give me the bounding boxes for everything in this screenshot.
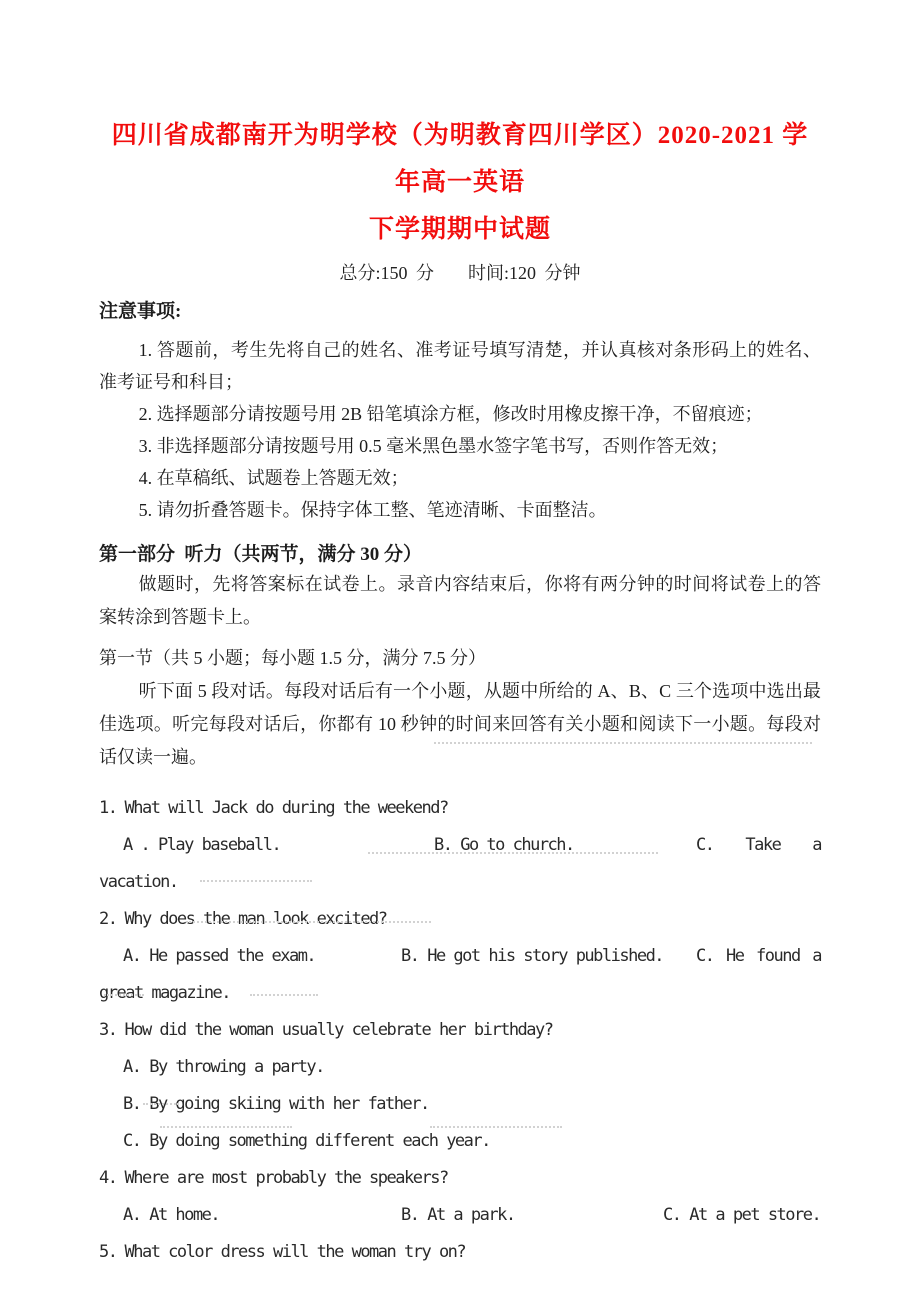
question-2-text: 2. Why does the man look excited? [99, 909, 387, 929]
question-3-text: 3. How did the woman usually celebrate her birthday? [99, 1020, 553, 1040]
question-3-option-b: B. By going skiing with her father. [123, 1094, 429, 1114]
question-3-option-c: C. By doing something different each year. [123, 1131, 490, 1151]
question-1 [99, 790, 821, 901]
section1-heading: 第一节（共 5 小题；每小题 1.5 分，满分 7.5 分） [99, 648, 486, 668]
question-4 [99, 1160, 821, 1234]
question-3 [99, 1012, 821, 1160]
part1-heading: 第一部分 听力（共两节，满分 30 分） [99, 544, 423, 565]
question-2-options [99, 938, 821, 975]
exam-title-line1: 四川省成都南开为明学校（为明教育四川学区）2020-2021 学年高一英语 [111, 122, 809, 196]
note-item-5: 5. 请勿折叠答题卡。保持字体工整、笔迹清晰、卡面整洁。 [138, 500, 607, 520]
question-4-option-c: C. At a pet store. [663, 1205, 821, 1225]
question-4-options [99, 1197, 821, 1234]
question-4-number: 4. [99, 1168, 117, 1188]
listening-questions [99, 790, 821, 1271]
question-2-option-a: A. He passed the exam. [123, 946, 316, 966]
question-2-number: 2. [99, 909, 117, 929]
note-item-2: 2. 选择题部分请按题号用 2B 铅笔填涂方框，修改时用橡皮擦干净，不留痕迹； [138, 404, 763, 424]
note-item-3: 3. 非选择题部分请按题号用 0.5 毫米黑色墨水签字笔书写，否则作答无效； [138, 436, 729, 456]
question-2-option-b: B. He got his story published. [401, 946, 664, 966]
question-4-option-a: A. At home. [123, 1205, 220, 1225]
question-5-number: 5. [99, 1242, 117, 1262]
question-1-option-c-overflow: vacation. [99, 872, 178, 892]
note-item-4: 4. 在草稿纸、试题卷上答题无效； [138, 468, 409, 488]
question-1-number: 1. [99, 798, 117, 818]
section1-intro: 听下面 5 段对话。每段对话后有一个小题，从题中所给的 A、B、C 三个选项中选出最佳选项。听完每段对话后，你都有 10 秒钟的时间来回答有关小题和阅读下一小题。每段对话仅读一遍。 [99, 681, 821, 767]
question-5-text: 5. What color dress will the woman try on? [99, 1242, 466, 1262]
question-1-option-a: A . Play baseball. [123, 835, 281, 855]
question-4-option-b: B. At a park. [401, 1205, 515, 1225]
question-1-option-c: C. Take a [696, 835, 821, 855]
note-item-1: 1. 答题前，考生先将自己的姓名、准考证号填写清楚，并认真核对条形码上的姓名、准考证号和科目； [99, 340, 821, 392]
question-3-option-a: A. By throwing a party. [123, 1057, 324, 1077]
question-3-number: 3. [99, 1020, 117, 1040]
exam-title-line2: 下学期期中试题 [368, 216, 551, 243]
question-2-option-c: C. He found a [696, 946, 821, 966]
exam-meta-score-time: 总分:150 分 时间:120 分钟 [339, 263, 581, 283]
question-5 [99, 1234, 821, 1271]
question-2 [99, 901, 821, 1012]
notes-list [99, 334, 821, 526]
question-4-text: 4. Where are most probably the speakers? [99, 1168, 448, 1188]
question-1-options [99, 827, 821, 864]
question-1-option-b: B. Go to church. [434, 835, 574, 855]
question-1-text: 1. What will Jack do during the weekend? [99, 798, 448, 818]
notes-heading: 注意事项: [99, 301, 182, 322]
part1-intro: 做题时，先将答案标在试卷上。录音内容结束后，你将有两分钟的时间将试卷上的答案转涂到答题卡上。 [99, 574, 821, 627]
question-2-option-c-overflow: great magazine. [99, 983, 231, 1003]
